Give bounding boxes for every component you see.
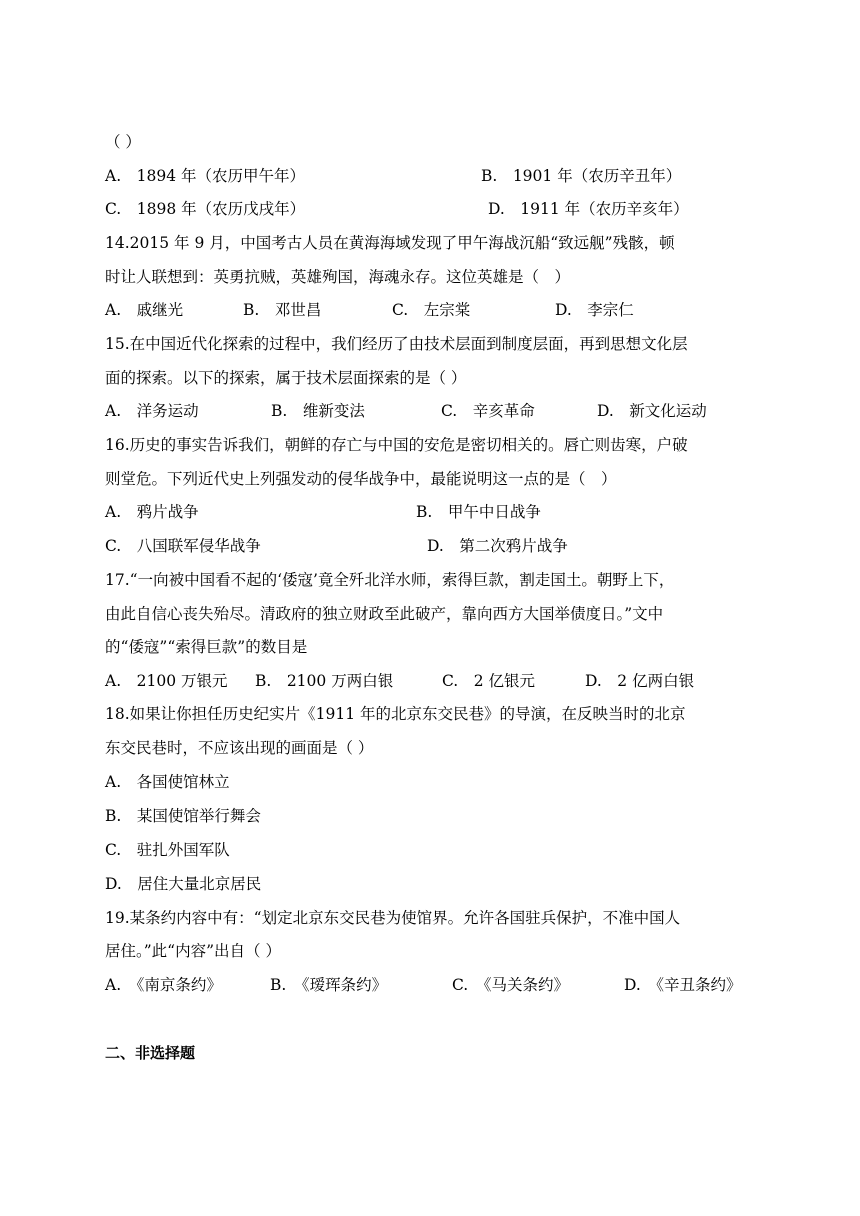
q13-answer-bracket: （ ） (105, 133, 141, 151)
q18-stem-line-2: 东交民巷时，不应该出现的画面是（ ） (105, 739, 374, 757)
q14-stem-line-2: 时让人联想到：英勇抗贼，英雄殉国，海魂永存。这位英雄是（ ） (105, 268, 571, 286)
q17-option-a: A. 2100 万银元 (105, 672, 228, 690)
q17-stem-line-2: 由此自信心丧失殆尽。清政府的独立财政至此破产，靠向西方大国举债度日。”文中 (105, 605, 664, 623)
q19-option-c: C. 《马关条约》 (452, 976, 569, 994)
q15-option-b: B. 维新变法 (271, 402, 365, 420)
q14-option-b: B. 邓世昌 (243, 301, 322, 319)
q14-option-a: A. 戚继光 (105, 301, 184, 319)
q15-stem-line-1: 15.在中国近代化探索的过程中，我们经历了由技术层面到制度层面，再到思想文化层 (105, 335, 688, 353)
q16-option-a: A. 鸦片战争 (105, 503, 199, 521)
q19-option-b: B. 《瑷珲条约》 (270, 976, 388, 994)
q13-option-d: D. 1911 年（农历辛亥年） (488, 200, 689, 218)
q13-option-a: A. 1894 年（农历甲午年） (105, 167, 305, 185)
q18-option-c: C. 驻扎外国军队 (105, 841, 230, 859)
q16-stem-line-1: 16.历史的事实告诉我们，朝鲜的存亡与中国的安危是密切相关的。唇亡则齿寒，户破 (105, 436, 688, 454)
q19-stem-line-2: 居住。”此“内容”出自（ ） (105, 942, 281, 960)
q17-option-b: B. 2100 万两白银 (255, 672, 394, 690)
q17-stem-line-3: 的“倭寇”“索得巨款”的数目是 (105, 638, 308, 656)
q13-option-b: B. 1901 年（农历辛丑年） (481, 167, 682, 185)
section-heading-non-choice: 二、非选择题 (105, 1044, 196, 1062)
q16-option-c: C. 八国联军侵华战争 (105, 537, 261, 555)
q17-option-d: D. 2 亿两白银 (585, 672, 695, 690)
q15-stem-line-2: 面的探索。以下的探索，属于技术层面探索的是（ ） (105, 369, 467, 387)
q16-stem-line-2: 则堂危。下列近代史上列强发动的侵华战争中，最能说明这一点的是（ ） (105, 470, 617, 488)
q15-option-d: D. 新文化运动 (597, 402, 707, 420)
q14-option-d: D. 李宗仁 (555, 301, 634, 319)
q17-option-c: C. 2 亿银元 (442, 672, 536, 690)
q17-stem-line-1: 17.“一向被中国看不起的‘倭寇’竟全歼北洋水师，索得巨款，割走国土。朝野上下， (105, 571, 675, 589)
q19-option-d: D. 《辛丑条约》 (624, 976, 742, 994)
q19-stem-line-1: 19.某条约内容中有：“划定北京东交民巷为使馆界。允许各国驻兵保护，不准中国人 (105, 909, 681, 927)
q18-stem-line-1: 18.如果让你担任历史纪实片《1911 年的北京东交民巷》的导演，在反映当时的北京 (105, 705, 686, 723)
q14-option-c: C. 左宗棠 (392, 301, 471, 319)
q19-option-a: A. 《南京条约》 (105, 976, 222, 994)
q15-option-c: C. 辛亥革命 (441, 402, 535, 420)
q14-stem-line-1: 14.2015 年 9 月，中国考古人员在黄海海域发现了甲午海战沉船“致远舰”残骸，顿 (105, 234, 675, 252)
q16-option-b: B. 甲午中日战争 (416, 503, 541, 521)
q18-option-a: A. 各国使馆林立 (105, 773, 230, 791)
q18-option-d: D. 居住大量北京居民 (105, 875, 262, 893)
q16-option-d: D. 第二次鸦片战争 (427, 537, 568, 555)
q18-option-b: B. 某国使馆举行舞会 (105, 807, 261, 825)
q13-option-c: C. 1898 年（农历戊戌年） (105, 200, 306, 218)
q15-option-a: A. 洋务运动 (105, 402, 199, 420)
